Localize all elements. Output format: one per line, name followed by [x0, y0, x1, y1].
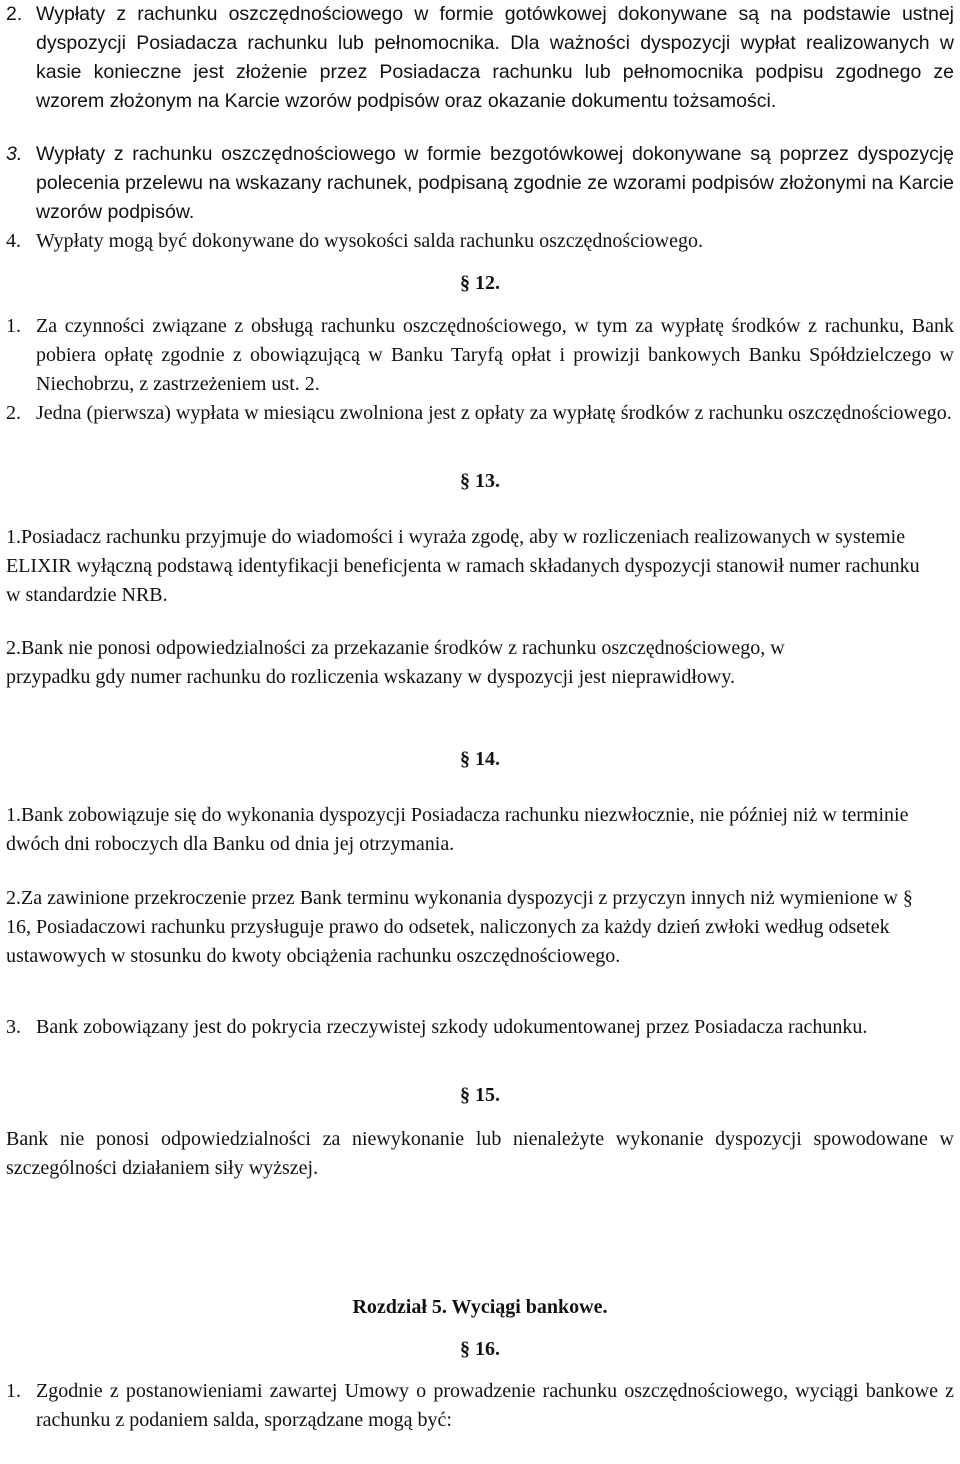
item-text: Jedna (pierwsza) wypłata w miesiącu zwolniona jest z opłaty za wypłatę środków z rachunku oszczędnościowego.	[36, 402, 952, 424]
item-number: 1.	[6, 315, 21, 337]
item-text: Bank zobowiązany jest do pokrycia rzeczywistej szkody udokumentowanej przez Posiadacza rachunku.	[36, 1016, 868, 1038]
paragraph-15: Bank nie ponosi odpowiedzialności za niewykonanie lub nienależyte wykonanie dyspozycji spowodowane w szczególności działaniem siły wyższej.	[6, 1128, 954, 1179]
item-text: Wypłaty mogą być dokonywane do wysokości salda rachunku oszczędnościowego.	[36, 230, 703, 252]
paragraph-12-1	[6, 312, 954, 399]
section-16-heading: § 16.	[460, 1338, 500, 1360]
paragraph-14-3	[6, 1013, 954, 1042]
paragraph-12-2	[6, 399, 954, 428]
paragraph-14-2: 2.Za zawinione przekroczenie przez Bank terminu wykonania dyspozycji z przyczyn innych niż wymienione w § 16, Posiadaczowi rachunku przysługuje prawo do odsetek, naliczonych za każdy dzień zwłoki według odsetek ustawowych w stosunku do kwoty obciążenia rachunku oszczędnościowego.	[6, 887, 913, 967]
item-number: 2.	[6, 3, 23, 25]
item-number: 1.	[6, 1380, 21, 1402]
item-text: Wypłaty z rachunku oszczędnościowego w formie gotówkowej dokonywane są na podstawie ustnej dyspozycji Posiadacza rachunku lub pełnomocnika. Dla ważności dyspozycji wypłat realizowanych w kasie konieczne jest złożenie przez Posiadacza rachunku lub pełnomocnika podpisu zgodnego ze wzorem złożonym na Karcie wzorów podpisów oraz okazanie dokumentu tożsamości.	[36, 3, 954, 112]
paragraph-13-2: 2.Bank nie ponosi odpowiedzialności za przekazanie środków z rachunku oszczędnościowego, w przypadku gdy numer rachunku do rozliczenia wskazany w dyspozycji jest nieprawidłowy.	[6, 637, 785, 688]
item-number: 2.	[6, 402, 21, 424]
item-number: 3.	[6, 143, 23, 165]
paragraph-14-1: 1.Bank zobowiązuje się do wykonania dyspozycji Posiadacza rachunku niezwłocznie, nie później niż w terminie dwóch dni roboczych dla Banku od dnia jej otrzymania.	[6, 804, 909, 855]
item-number: 4.	[6, 230, 21, 252]
paragraph-13-1: 1.Posiadacz rachunku przyjmuje do wiadomości i wyraża zgodę, aby w rozliczeniach realizowanych w systemie ELIXIR wyłączną podstawą identyfikacji beneficjenta w ramach składanych dyspozycji stanowił numer rachunku w standardzie NRB.	[6, 526, 920, 606]
paragraph-11-3	[6, 140, 954, 227]
item-text: Zgodnie z postanowieniami zawartej Umowy o prowadzenie rachunku oszczędnościowego, wyciągi bankowe z rachunku z podaniem salda, sporządzane mogą być:	[36, 1380, 954, 1431]
paragraph-16-1	[6, 1377, 954, 1435]
item-text: Za czynności związane z obsługą rachunku oszczędnościowego, w tym za wypłatę środków z rachunku, Bank pobiera opłatę zgodnie z obowiązującą w Banku Taryfą opłat i prowizji bankowych Banku Spółdzielczego w Niechobrzu, z zastrzeżeniem ust. 2.	[36, 315, 954, 395]
section-13-heading: § 13.	[460, 470, 500, 492]
paragraph-11-4	[6, 227, 954, 256]
section-14-heading: § 14.	[460, 748, 500, 770]
section-12-heading: § 12.	[460, 272, 500, 294]
item-text: Wypłaty z rachunku oszczędnościowego w formie bezgotówkowej dokonywane są poprzez dyspozycję polecenia przelewu na wskazany rachunek, podpisaną zgodnie ze wzorami podpisów złożonymi na Karcie wzorów podpisów.	[36, 143, 954, 223]
chapter-title: Rozdział 5. Wyciągi bankowe.	[352, 1296, 608, 1318]
paragraph-11-2	[6, 0, 954, 116]
item-number: 3.	[6, 1016, 21, 1038]
section-15-heading: § 15.	[460, 1084, 500, 1106]
